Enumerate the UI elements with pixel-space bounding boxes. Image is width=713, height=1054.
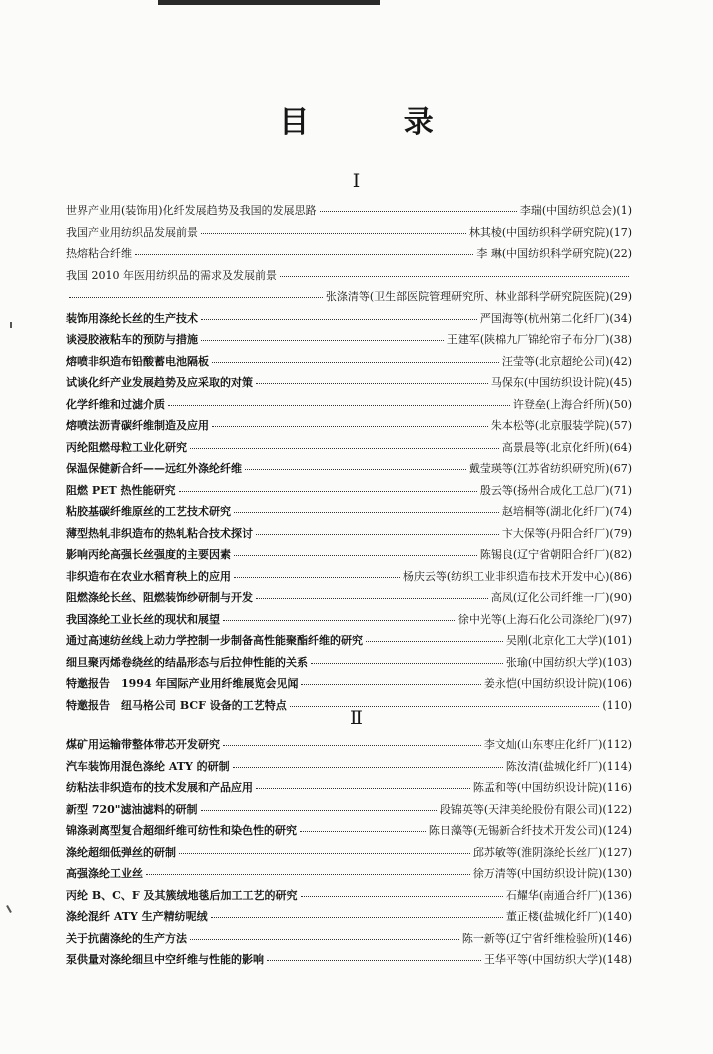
toc-entry-author-page: 陈孟和等(中国纺织设计院)(116): [472, 781, 632, 794]
toc-entry-title: 涤纶混纤 ATY 生产精纺呢绒: [66, 910, 208, 923]
dot-leader: [234, 504, 499, 513]
dot-leader: [212, 418, 488, 427]
toc-entry: [66, 630, 632, 652]
toc-entry-author-page: 高凤(辽化公司纤维一厂)(90): [490, 591, 632, 604]
toc-entry: [66, 265, 632, 287]
toc-entry-title: 熔喷法沥青碳纤维制造及应用: [66, 419, 209, 432]
toc-entry-author-page: 严国海等(杭州第二化纤厂)(34): [479, 311, 632, 325]
toc-entry-author-page: 张涤清等(卫生部医院管理研究所、林业部科学研究院医院)(29): [325, 290, 632, 303]
scan-top-edge: [158, 0, 380, 5]
dot-leader: [256, 780, 470, 789]
toc-entry: [66, 415, 632, 437]
toc-entry: [66, 777, 632, 799]
toc-entry: [66, 820, 632, 842]
toc-entry-author-page: 徐万清等(中国纺织设计院)(130): [472, 867, 632, 880]
toc-entry: [66, 906, 632, 928]
dot-leader: [301, 676, 480, 685]
dot-leader: [234, 569, 400, 578]
dot-leader: [290, 698, 600, 707]
toc-entry-title: 薄型热轧非织造布的热轧粘合技术探讨: [66, 526, 253, 540]
toc-entry-author-page: 戴莹瑛等(江苏省纺织研究所)(67): [468, 462, 632, 475]
toc-entry-title: 试谈化纤产业发展趋势及应采取的对策: [66, 376, 253, 389]
toc-entry-author-page: 李文灿(山东枣庄化纤厂)(112): [483, 738, 632, 751]
toc-entry-title: 非织造布在农业水稻育秧上的应用: [66, 569, 231, 583]
dot-leader: [300, 823, 426, 832]
toc-entry: [66, 673, 632, 695]
scan-speck: [10, 322, 12, 328]
toc-entry-author-page: 董正楼(盐城化纤厂)(140): [505, 910, 632, 923]
dot-leader: [256, 375, 488, 384]
toc-entry-title: 我国 2010 年医用纺织品的需求及发展前景: [66, 268, 277, 282]
toc-entry: [66, 949, 632, 971]
toc-entry-title: 我国产业用纺织品发展前景: [66, 225, 198, 239]
toc-entry-author-page: 石耀华(南通合纤厂)(136): [505, 888, 632, 902]
dot-leader: [234, 547, 477, 556]
toc-entry-title: 保温保健新合纤——远红外涤纶纤维: [66, 462, 242, 475]
toc-entry-author-page: 王华平等(中国纺织大学)(148): [483, 953, 632, 966]
toc-entry: [66, 329, 632, 351]
toc-entry-title: 关于抗菌涤纶的生产方法: [66, 931, 187, 945]
toc-entry-author-page: 陈汝清(盐城化纤厂)(114): [505, 759, 632, 773]
toc-entry-title: 装饰用涤纶长丝的生产技术: [66, 311, 198, 325]
dot-leader: [201, 802, 437, 811]
dot-leader: [320, 203, 517, 212]
toc-entry-author-page: 吴刚(北京化工大学)(101): [505, 634, 632, 647]
toc-entry-author-page: 汪莹等(北京超纶公司)(42): [501, 354, 632, 368]
toc-entry-title: 高强涤纶工业丝: [66, 867, 143, 880]
toc-entry-author-page: 朱本松等(北京服装学院)(57): [490, 419, 632, 432]
toc-entry: [66, 756, 632, 778]
dot-leader: [256, 590, 488, 599]
toc-entry: [66, 652, 632, 674]
toc-entry-author-page: 李瑞(中国纺织总会)(1): [519, 204, 632, 217]
toc-entry-title: 通过高速纺丝线上动力学控制一步制备高性能聚酯纤维的研究: [66, 634, 363, 647]
toc-entry: [66, 609, 632, 631]
toc-entry-title: 世界产业用(装饰用)化纤发展趋势及我国的发展思路: [66, 204, 317, 217]
dot-leader: [267, 952, 481, 961]
toc-entry-author-page: 陈一新等(辽宁省纤维检验所)(146): [461, 931, 632, 945]
toc-entry: [66, 480, 632, 502]
toc-entry-title: 泵供量对涤纶细旦中空纤维与性能的影响: [66, 953, 264, 966]
toc-entry-author-page: 赵培桐等(湖北化纤厂)(74): [501, 505, 632, 518]
toc-entry: [66, 587, 632, 609]
toc-entry-author-page: 卞大保等(丹阳合纤厂)(79): [501, 526, 632, 540]
toc-entry-title: 影响丙纶高强长丝强度的主要因素: [66, 548, 231, 561]
toc-entry-author-page: 殷云等(扬州合成化工总厂)(71): [479, 483, 632, 497]
toc-entry-author-page: 王建军(陕棉九厂锦纶帘子布分厂)(38): [446, 333, 632, 346]
dot-leader: [179, 483, 477, 492]
toc-entry: [66, 351, 632, 373]
page-title: 目 录: [279, 105, 476, 140]
dot-leader: [179, 845, 470, 854]
toc-entry: [66, 501, 632, 523]
section-heading-1: I: [352, 170, 361, 192]
dot-leader: [168, 397, 510, 406]
dot-leader: [201, 311, 477, 320]
toc-entry-title: 阻燃涤纶长丝、阻燃装饰纱研制与开发: [66, 591, 253, 604]
toc-entry-title: 煤矿用运输带整体带芯开发研究: [66, 738, 220, 751]
toc-entry-author-page: 段锦英等(天津美纶股份有限公司)(122): [439, 802, 632, 816]
dot-leader: [223, 612, 455, 621]
dot-leader: [201, 332, 444, 341]
toc-entry: [66, 928, 632, 950]
dot-leader: [280, 268, 629, 277]
toc-entry: [66, 734, 632, 756]
dot-leader: [233, 759, 503, 768]
scan-speck: [6, 905, 12, 913]
dot-leader: [256, 526, 499, 535]
toc-entry-title: 锦涤剥离型复合超细纤维可纺性和染色性的研究: [66, 824, 297, 837]
toc-entry: [66, 243, 632, 265]
toc-entry-author-page: 高景晨等(北京化纤所)(64): [501, 440, 632, 454]
dot-leader: [301, 888, 503, 897]
toc-entry: [66, 842, 632, 864]
toc-entry-author-page: 马保东(中国纺织设计院)(45): [490, 376, 632, 389]
toc-entry-title: 谈浸胶液粘车的预防与措施: [66, 333, 198, 346]
dot-leader: [135, 246, 473, 255]
toc-entry-title: 特邀报告 1994 年国际产业用纤维展览会见闻: [66, 677, 299, 690]
toc-entry-title: 熔喷非织造布铅酸蓄电池隔板: [66, 354, 209, 368]
toc-entry-title: 特邀报告 纽马格公司 BCF 设备的工艺特点: [66, 698, 287, 712]
toc-entry-author-page: 邱苏敏等(淮阴涤纶长丝厂)(127): [472, 845, 632, 859]
toc-entry-title: 阻燃 PET 热性能研究: [66, 483, 176, 497]
toc-entry: [66, 885, 632, 907]
toc-entry-title: 纺粘法非织造布的技术发展和产品应用: [66, 781, 253, 794]
toc-entry-title: 化学纤维和过滤介质: [66, 397, 165, 411]
dot-leader: [190, 931, 459, 940]
toc-entry: [66, 458, 632, 480]
toc-entry: [66, 437, 632, 459]
toc-section-2: [66, 734, 632, 971]
toc-entry-title: 汽车装饰用混色涤纶 ATY 的研制: [66, 759, 230, 773]
toc-entry: [66, 799, 632, 821]
dot-leader: [212, 354, 499, 363]
dot-leader: [311, 655, 503, 664]
toc-entry-author-page: 李 琳(中国纺织科学研究院)(22): [476, 247, 632, 260]
toc-section-1: [66, 200, 632, 716]
toc-entry-author-page: 林其棱(中国纺织科学研究院)(17): [468, 225, 632, 239]
toc-entry-author-page: (110): [602, 698, 632, 712]
toc-entry-author-page: 陈锡良(辽宁省朝阳合纤厂)(82): [479, 548, 632, 561]
toc-entry-title: 粘胶基碳纤维原丝的工艺技术研究: [66, 505, 231, 518]
dot-leader: [245, 461, 466, 470]
toc-entry: [66, 523, 632, 545]
toc-entry-author-page: 徐中光等(上海石化公司涤纶厂)(97): [457, 612, 632, 626]
dot-leader: [211, 909, 503, 918]
toc-entry-title: 新型 720"滤油滤料的研制: [66, 802, 198, 816]
toc-entry-author-page: 许登垒(上海合纤所)(50): [512, 397, 632, 411]
toc-entry-title: 细旦聚丙烯卷绕丝的结晶形态与后拉伸性能的关系: [66, 655, 308, 669]
toc-entry-title: 涤纶超细低弹丝的研制: [66, 845, 176, 859]
toc-entry: [66, 544, 632, 566]
dot-leader: [146, 866, 470, 875]
toc-entry: [66, 222, 632, 244]
dot-leader: [223, 737, 481, 746]
dot-leader: [190, 440, 499, 449]
toc-entry-title: 我国涤纶工业长丝的现状和展望: [66, 612, 220, 626]
toc-entry: [66, 863, 632, 885]
toc-entry: [66, 372, 632, 394]
toc-entry: [66, 394, 632, 416]
toc-entry-author-page: 姜永恺(中国纺织设计院)(106): [483, 677, 632, 690]
toc-entry: [66, 200, 632, 222]
toc-entry: [66, 308, 632, 330]
toc-entry-title: 丙纶阻燃母粒工业化研究: [66, 440, 187, 454]
toc-entry-author-page: 杨庆云等(纺织工业非织造布技术开发中心)(86): [402, 569, 632, 583]
section-heading-2: Ⅱ: [350, 707, 363, 729]
dot-leader: [366, 633, 503, 642]
toc-entry-author-page: 陈日藻等(无锡新合纤技术开发公司)(124): [428, 824, 632, 837]
toc-entry: [66, 286, 632, 308]
toc-entry: [66, 566, 632, 588]
dot-leader: [69, 289, 323, 298]
toc-entry-author-page: 张瑜(中国纺织大学)(103): [505, 655, 632, 669]
toc-entry-title: 丙纶 B、C、F 及其簇绒地毯后加工工艺的研究: [66, 888, 298, 902]
dot-leader: [201, 225, 466, 234]
toc-entry-title: 热熔粘合纤维: [66, 247, 132, 260]
